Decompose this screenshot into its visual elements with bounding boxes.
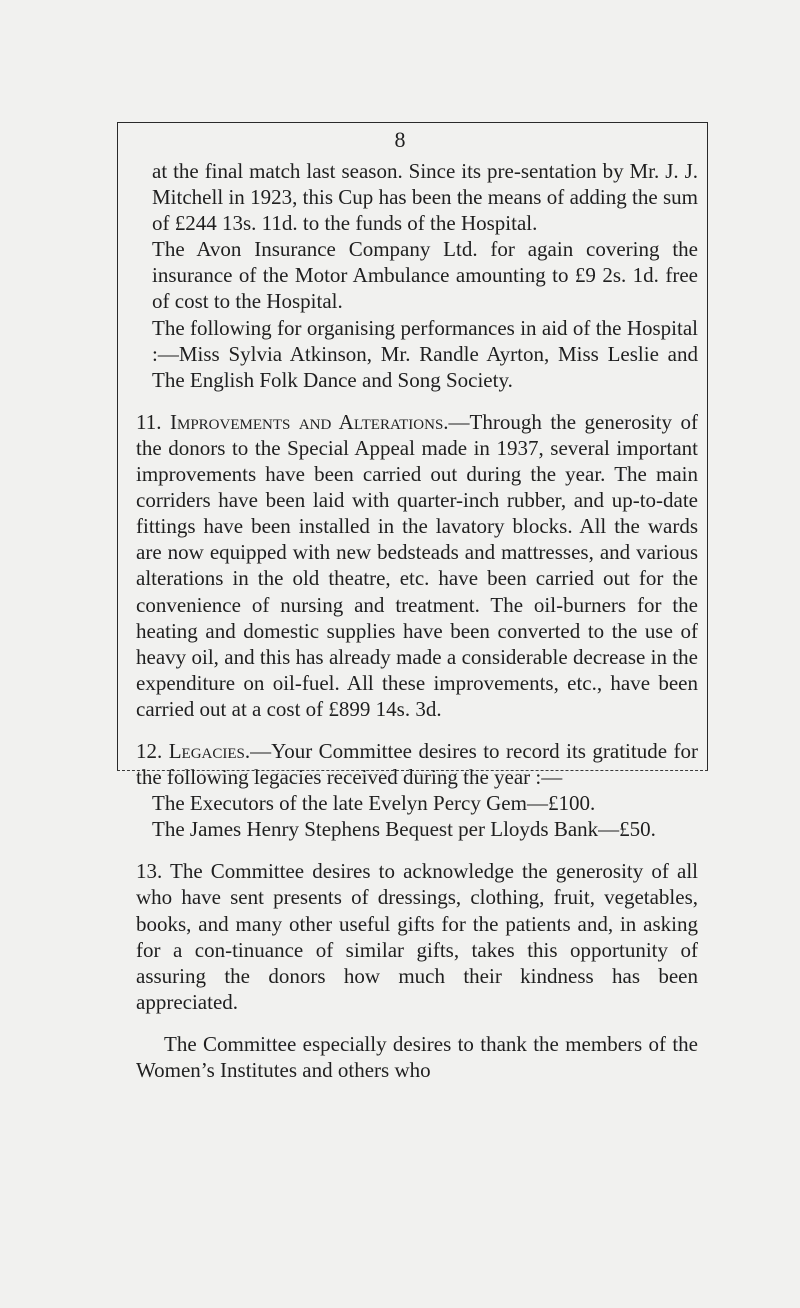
avon-insurance-paragraph: The Avon Insurance Company Ltd. for again covering the insurance of the Motor Ambulance amounting to £9 2s. 1d. free of cost to the Hospital. bbox=[152, 237, 698, 314]
section-13-gifts: 13. The Committee desires to acknowledge the generosity of all who have sent presents of dressings, clothing, fruit, vegetables, books, and many other useful gifts for the patients and, in asking for a con-tinuance of similar gifts, takes this opportunity of assuring the donors how much their kindness has been appreciated. bbox=[136, 859, 698, 1014]
section-11-body: —Through the generosity of the donors to the Special Appeal made in 1937, several important improvements have been carried out during the year. The main corriders have been laid with quarter-inch rubber, and up-to-date fittings have been installed in the lavatory blocks. All the wards are now equipped with new bedsteads and mattresses, and various alterations in the old theatre, etc. have been carried out for the convenience of nursing and treatment. The oil-burners for the heating and domestic supplies have been converted to the use of heavy oil, and this has already made a considerable decrease in the expenditure on oil-fuel. All these improvements, etc., have been carried out at a cost of £899 14s. 3d. bbox=[136, 409, 698, 721]
legacy-item: The Executors of the late Evelyn Percy Gem—£100. bbox=[152, 791, 596, 816]
womens-institutes-paragraph: The Committee especially desires to thank the members of the Women’s Institutes and others who bbox=[136, 1031, 698, 1082]
performances-paragraph: The following for organising performances in aid of the Hospital :—Miss Sylvia Atkinson, Mr. Randle Ayrton, Miss Leslie and The English Folk Dance and Song Society. bbox=[152, 315, 698, 392]
section-12-heading: Legacies. bbox=[168, 738, 251, 763]
section-12-legacies bbox=[136, 738, 698, 790]
section-11-heading: Improvements and Alterations. bbox=[169, 409, 449, 434]
cup-continuation-paragraph: at the final match last season. Since its pre-sentation by Mr. J. J. Mitchell in 1923, this Cup has been the means of adding the sum of £244 13s. 11d. to the funds of the Hospital. bbox=[152, 159, 698, 236]
report-text bbox=[136, 158, 698, 1083]
section-12-body: —Your Committee desires to record its gratitude for the following legacies received during the year :— bbox=[136, 738, 699, 790]
section-11-number: 11. bbox=[136, 409, 162, 434]
page-number: 8 bbox=[394, 127, 406, 152]
section-11-improvements bbox=[136, 409, 698, 722]
legacy-item: The James Henry Stephens Bequest per Lloyds Bank—£50. bbox=[152, 817, 656, 842]
section-12-number: 12. bbox=[136, 738, 163, 763]
